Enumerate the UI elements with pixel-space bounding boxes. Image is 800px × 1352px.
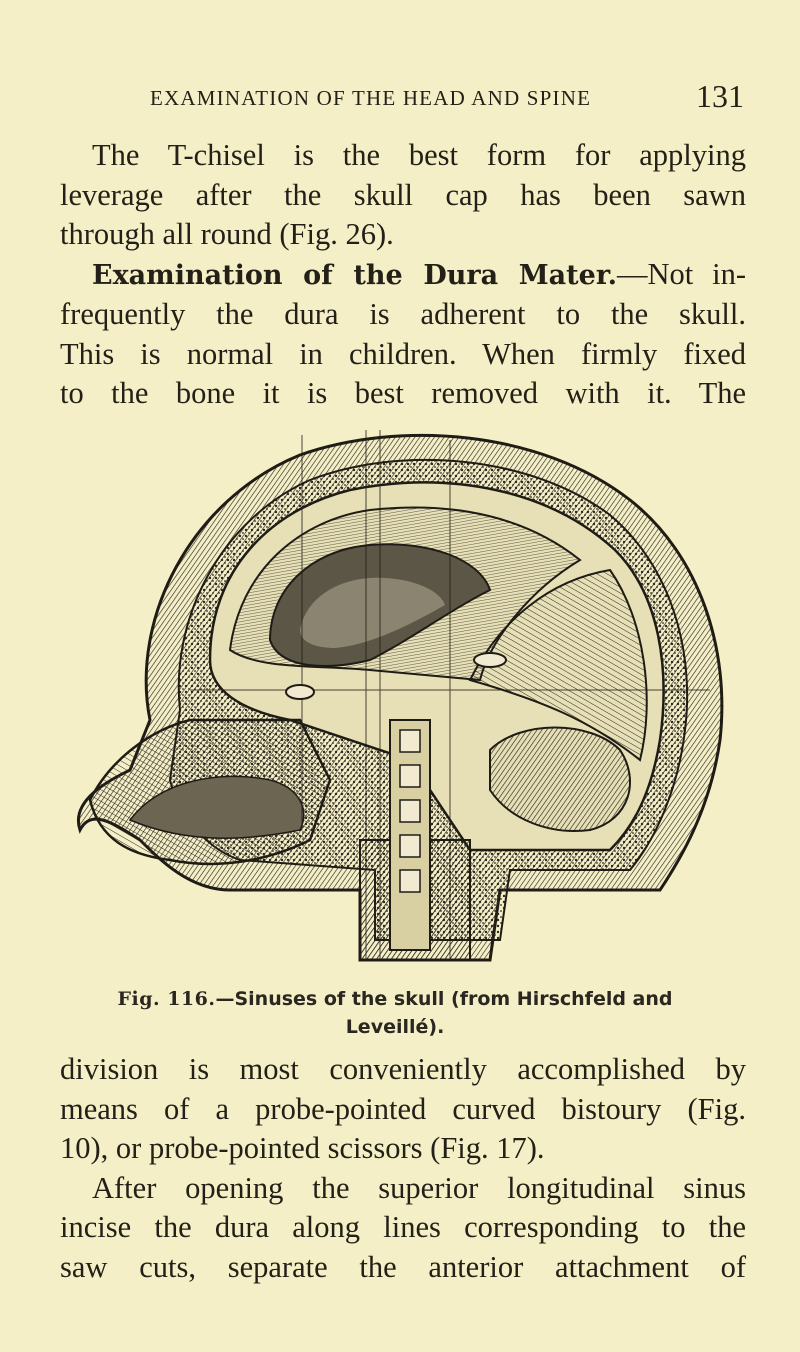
caption-line	[95, 985, 695, 1013]
text-line: to the bone it is best removed with it. The	[60, 376, 746, 410]
text-line: This is normal in children. When firmly fixed	[60, 336, 746, 371]
paragraph-after-opening	[60, 1169, 746, 1288]
text-line	[60, 255, 746, 296]
text-line: frequently the dura is adherent to the skull.	[60, 297, 746, 331]
text-line: incise the dura along lines corresponding to the	[60, 1210, 746, 1244]
text-line: leverage after the skull cap has been sawn	[60, 177, 746, 212]
section-heading: Examination of the Dura Mater.	[92, 259, 617, 291]
running-head	[0, 78, 800, 118]
page-number: 131	[696, 78, 744, 114]
paragraph-t-chisel	[60, 136, 746, 255]
caption-line: Leveillé).	[345, 1016, 445, 1038]
figure-caption	[95, 985, 695, 1041]
text-line: means of a probe-pointed curved bistoury (Fig.	[60, 1091, 746, 1126]
figure-skull-sinuses	[70, 420, 730, 975]
text-line: division is most conveniently accomplished by	[60, 1052, 746, 1086]
running-title: EXAMINATION OF THE HEAD AND SPINE	[150, 86, 592, 110]
figure-label: Fig. 116.	[117, 988, 216, 1010]
caption-text: —Sinuses of the skull (from Hirschfeld and	[215, 988, 673, 1010]
text-line: through all round (Fig. 26).	[60, 217, 394, 251]
text-block-top	[60, 136, 746, 414]
paragraph-division	[60, 1050, 746, 1169]
paragraph-dura-mater	[60, 255, 746, 414]
text-line: The T-chisel is the best form for applying	[92, 138, 746, 172]
text-fragment: —Not in-	[616, 256, 746, 291]
text-line: saw cuts, separate the anterior attachment of	[60, 1249, 746, 1284]
text-line: After opening the superior longitudinal sinus	[92, 1170, 746, 1205]
text-block-bottom	[60, 1050, 746, 1287]
skull-sagittal-illustration	[70, 420, 730, 975]
text-line: 10), or probe-pointed scissors (Fig. 17).	[60, 1131, 545, 1165]
